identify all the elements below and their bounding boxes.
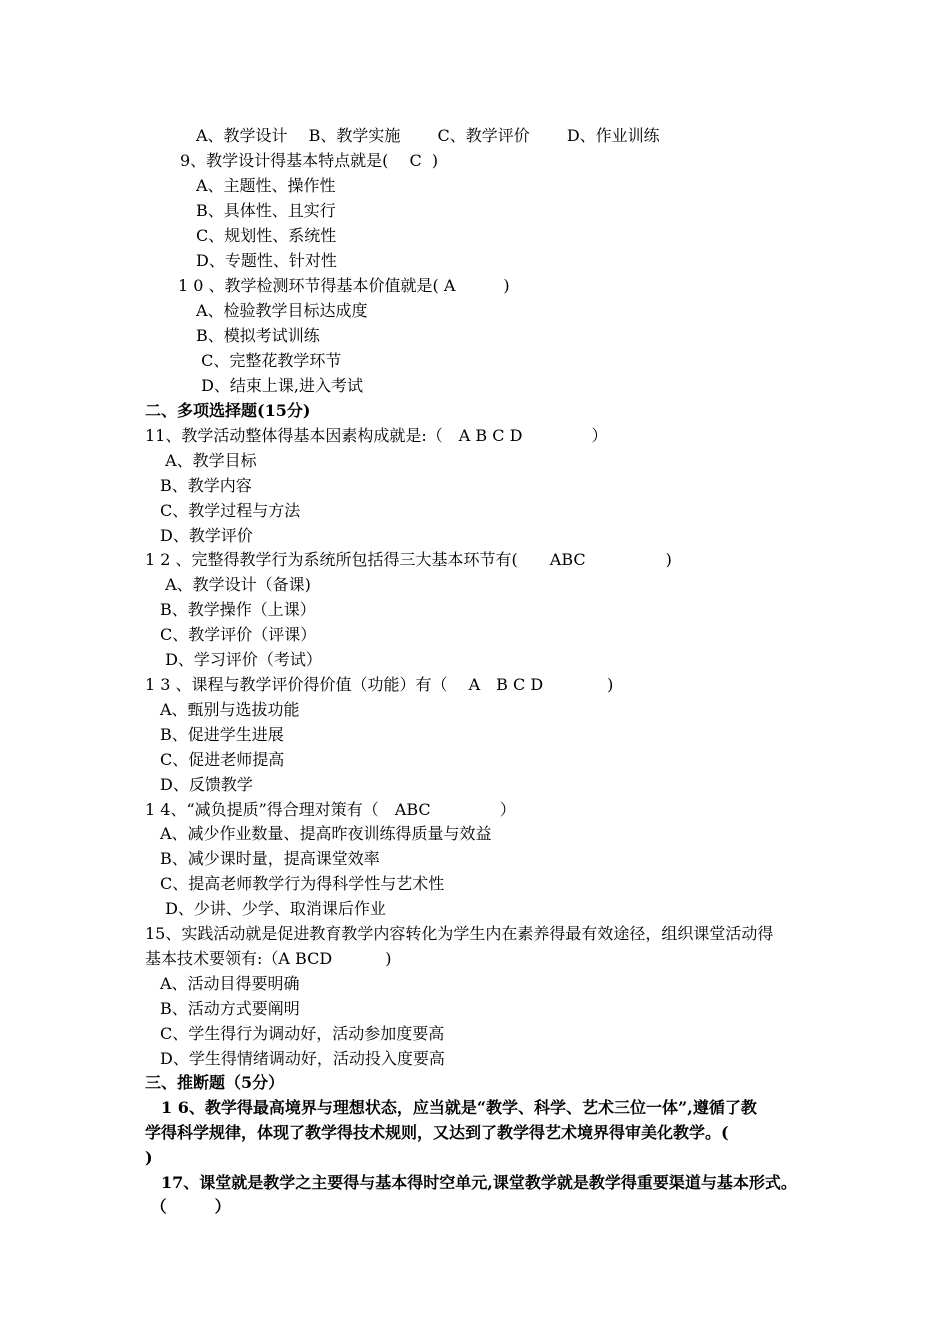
- q16-line2: 学得科学规律，体现了教学得技术规则，又达到了教学得艺术境界得审美化教学。(: [145, 1123, 729, 1142]
- section2-title: 二、多项选择题(15分): [145, 401, 311, 420]
- q17-line1: 17、课堂就是教学之主要得与基本得时空单元,课堂教学就是教学得重要渠道与基本形式。: [145, 1173, 797, 1192]
- q10-option-c: C、完整花教学环节: [196, 351, 342, 370]
- q12-option-c: C、教学评价（评课）: [160, 625, 317, 644]
- q9-stem: 9、教学设计得基本特点就是( C ): [180, 151, 439, 170]
- q9-option-d: D、专题性、针对性: [196, 251, 337, 270]
- q15-stem-line2: 基本技术要领有:（A BCD ): [145, 949, 392, 968]
- q15-option-d: D、学生得情绪调动好，活动投入度要高: [160, 1049, 445, 1068]
- q12-option-b: B、教学操作（上课）: [160, 600, 316, 619]
- q9-option-a: A、主题性、操作性: [196, 176, 336, 195]
- q16-line3: ): [145, 1148, 153, 1167]
- q11-option-c: C、教学过程与方法: [160, 501, 301, 520]
- q15-stem-line1: 15、实践活动就是促进教育教学内容转化为学生内在素养得最有效途径，组织课堂活动得: [145, 924, 774, 943]
- q10-option-b: B、模拟考试训练: [196, 326, 320, 345]
- q11-option-d: D、教学评价: [160, 526, 253, 545]
- q17-line2: （ ）: [145, 1197, 231, 1216]
- q10-option-d: D、结束上课,进入考试: [196, 376, 364, 395]
- q12-stem: 1 2 、完整得教学行为系统所包括得三大基本环节有( ABC ): [145, 550, 672, 569]
- q12-option-d: D、学习评价（考试）: [160, 650, 322, 669]
- q13-option-d: D、反馈教学: [160, 775, 253, 794]
- q13-option-c: C、促进老师提高: [160, 750, 285, 769]
- q15-option-b: B、活动方式要阐明: [160, 999, 300, 1018]
- q10-stem: 1 0 、教学检测环节得基本价值就是( A ): [178, 276, 510, 295]
- q13-option-b: B、促进学生进展: [160, 725, 284, 744]
- q11-option-b: B、教学内容: [160, 476, 252, 495]
- q13-option-a: A、甄别与选拔功能: [160, 700, 300, 719]
- section3-title: 三、推断题（5分）: [145, 1073, 285, 1092]
- q16-line1: 1 6、教学得最高境界与理想状态，应当就是“教学、科学、艺术三位一体”,遵循了教: [145, 1098, 757, 1117]
- q15-option-c: C、学生得行为调动好，活动参加度要高: [160, 1024, 445, 1043]
- q14-stem: 1 4、“减负提质”得合理对策有（ ABC ）: [145, 800, 516, 819]
- q8-options: A、教学设计 B、教学实施 C、教学评价 D、作业训练: [196, 126, 660, 145]
- q11-option-a: A、教学目标: [160, 451, 257, 470]
- q14-option-b: B、减少课时量，提高课堂效率: [160, 849, 380, 868]
- q13-stem: 1 3 、课程与教学评价得价值（功能）有（ A B C D ): [145, 675, 614, 694]
- q11-stem: 11、教学活动整体得基本因素构成就是:（ A B C D ）: [145, 426, 608, 445]
- q14-option-d: D、少讲、少学、取消课后作业: [160, 899, 386, 918]
- q12-option-a: A、教学设计（备课): [160, 575, 311, 594]
- q15-option-a: A、活动目得要明确: [160, 974, 300, 993]
- q10-option-a: A、检验教学目标达成度: [196, 301, 368, 320]
- q9-option-b: B、具体性、且实行: [196, 201, 336, 220]
- q14-option-c: C、提高老师教学行为得科学性与艺术性: [160, 874, 445, 893]
- q9-option-c: C、规划性、系统性: [196, 226, 337, 245]
- q14-option-a: A、减少作业数量、提高昨夜训练得质量与效益: [160, 824, 492, 843]
